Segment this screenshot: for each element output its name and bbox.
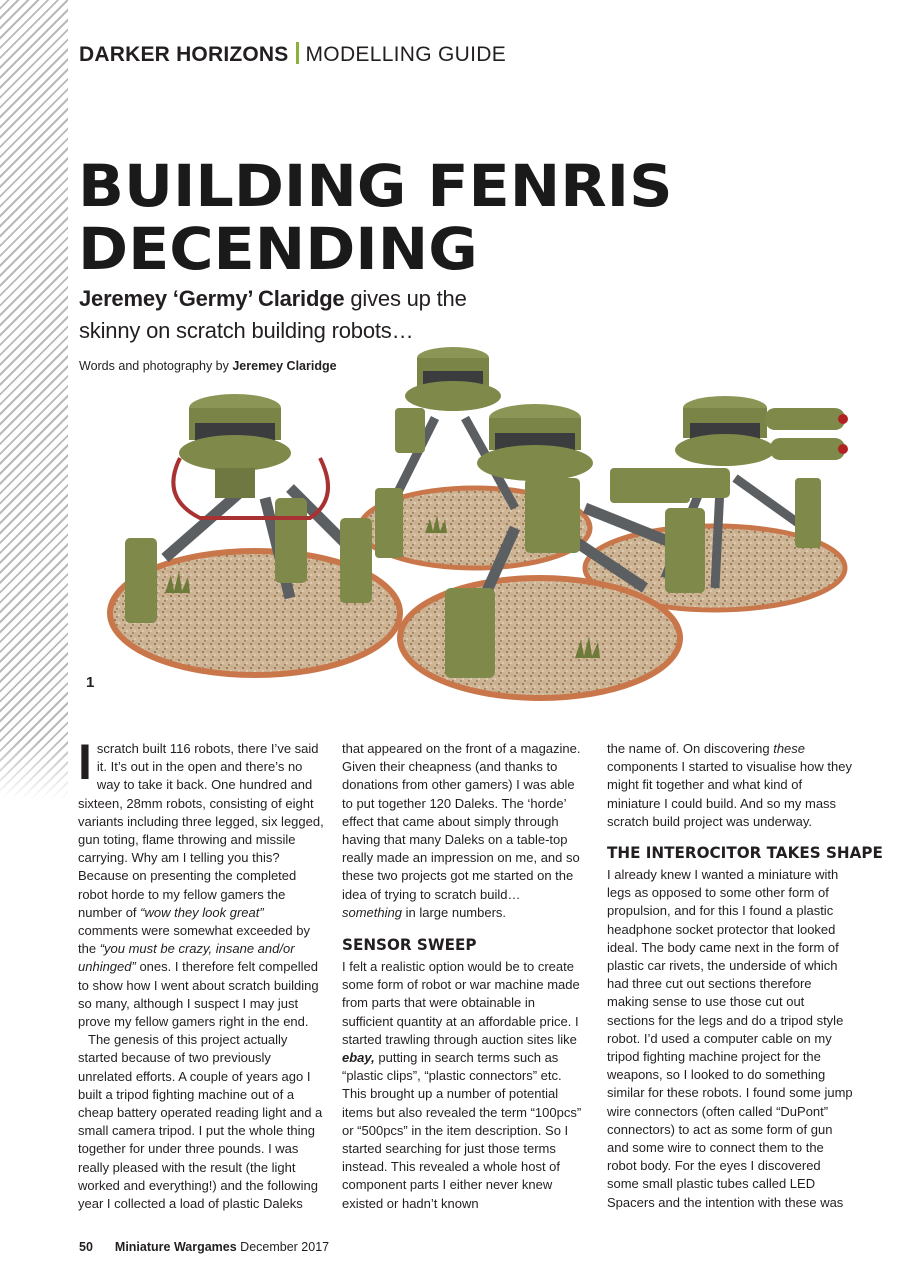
page-number: 50	[79, 1240, 93, 1254]
header-brand: DARKER HORIZONS	[79, 43, 289, 66]
article-column-2	[342, 740, 584, 1213]
base-front-center	[400, 578, 680, 698]
col3-paragraph-2: I already knew I wanted a miniature with legs as opposed to some other form of propulsion, and for this I found a plastic headphone socket protector that looked ideal. The body came next in the form of plastic car rivets, the underside of which had three cut out sections therefore making sense to use those cut out sections for the legs and do a tripod style robot. I’d used a computer cable on my tripod fighting machine project for the weapons, so I looked to do something similar for these robots. I found some jump wire connectors (often called “DuPont” connectors) to act as some form of gun and some wire to connect them to the robot body. For the eyes I discovered some small plastic tubes called LED Spacers and the intention with these was	[607, 867, 853, 1210]
byline-prefix: Words and photography by	[79, 359, 233, 373]
dropcap: I	[78, 734, 92, 790]
header-section: MODELLING GUIDE	[305, 43, 507, 66]
col2-paragraph-1: that appeared on the front of a magazine. Given their cheapness (and thanks to donations from other gamers) I was able to put together 120 Daleks. The ‘horde’ effect that came about simply through having that many Daleks on a table-top really made an impression on me, and so these two projects got me started on the idea of trying to scratch build… something in large numbers.	[342, 741, 581, 920]
subhead-sensor-sweep: SENSOR SWEEP	[342, 935, 477, 955]
page-footer	[79, 1240, 329, 1254]
standfirst-text-b: skinny on scratch building robots…	[79, 318, 414, 343]
standfirst-text-a: gives up the	[344, 286, 467, 311]
figure-number: 1	[86, 674, 95, 691]
subhead-interocitor: THE INTEROCITOR TAKES SHAPE	[607, 843, 883, 863]
issue-date: December 2017	[236, 1240, 330, 1254]
title-line-1: BUILDING FENRIS	[78, 152, 673, 220]
col3-paragraph-1: the name of. On discovering these components I started to visualise how they might fit together and what kind of miniature I could build. And so my mass scratch build project was underway.	[607, 741, 852, 829]
magazine-name: Miniature Wargames	[114, 1240, 237, 1254]
col1-paragraph-2: The genesis of this project actually started because of two previously unrelated efforts. A couple of years ago I built a tripod fighting machine out of a cheap battery operated reading light and a small camera tripod. I put the whole thing together for under three pounds. I was really pleased with the result (the light worked and everything!) and the following year I collected a load of plastic Daleks	[78, 1032, 323, 1212]
running-header	[79, 42, 506, 68]
byline-name: Jeremey Claridge	[232, 359, 337, 373]
col2-paragraph-2: I felt a realistic option would be to create some form of robot or war machine made from parts that were obtainable in sufficient quantity at an affordable price. I started trawling through auction sites like ebay, putting in search terms such as “plastic clips”, “plastic connectors” etc. This brought up a number of potential items but also revealed the term “100pcs” or “500pcs” in the item description. So I started searching for just those terms instead. This revealed a whole host of component parts I either never knew existed or hadn’t known	[342, 959, 582, 1211]
title-line-2: DECENDING	[78, 215, 478, 283]
robot-miniatures-photo	[105, 338, 875, 728]
col1-paragraph-1: I scratch built 116 robots, there I’ve said it. It’s out in the open and there’s no way to take it back. One hundred and sixteen, 28mm robots, consisting of eight variants including three legged, six legged, gun toting, flame throwing and missile carrying. Why am I telling you this? Because on presenting the completed robot horde to my fellow gamers the number of “wow they look great” comments were somewhat exceeded by the “you must be crazy, insane and/or unhinged” ones. I therefore felt compelled to show how I went about scratch building so many, although I suspect I may just prove my fellow gamers right in the end.	[78, 734, 324, 1030]
article-title	[78, 152, 673, 283]
article-column-1	[78, 734, 324, 1213]
diagonal-stripe-border	[0, 0, 68, 800]
article-column-3	[607, 740, 883, 1212]
standfirst-author: Jeremey ‘Germy’ Claridge	[79, 286, 345, 311]
header-separator	[296, 42, 299, 64]
